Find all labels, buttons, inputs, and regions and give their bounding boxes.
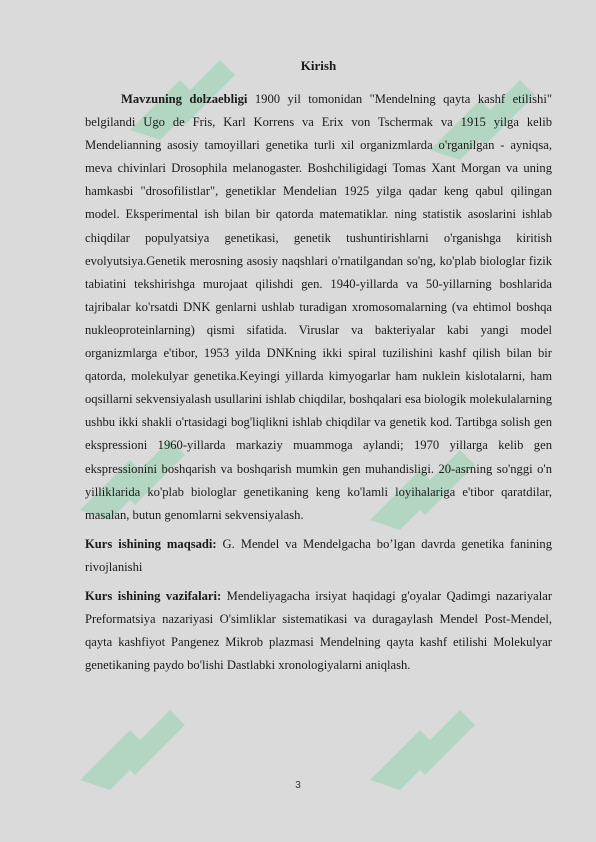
paragraph-tasks <box>85 585 552 677</box>
page-number: 3 <box>295 780 301 791</box>
paragraph-text: 1900 yil tomonidan "Mendelning qayta kashf etilishi" belgilandi Ugo de Fris, Karl Korrens va Erix von Tschermak va 1915 yilga kelib Mendelianning asosiy tamoyillari genetika turli xil organizmlarda o'rganilgan - ayniqsa, meva chivinlari Drosophila melanogaster. Boshchiligidagi Tomas Xant Morgan va uning hamkasbi "drosofilistlar", genetiklar Mendelian 1925 yilga qadar keng qabul qilingan model. Eksperimental ish bilan bir qatorda matematiklar. ning statistik asoslarini ishlab chiqdilar populyatsiya genetikasi, genetik tushuntirishlarni o'rganishga kiritish evolyutsiya.Genetik merosning asosiy naqshlari o'rnatilgandan so'ng, ko'plab biologlar fizik tabiatini tekshirishga murojaat qilishdi gen. 1940-yillarda va 50-yillarning boshlarida tajribalar ko'rsatdi DNK genlarni ushlab turadigan xromosomalarning (va ehtimol boshqa nukleoproteinlarning) qismi sifatida. Viruslar va bakteriyalar kabi yangi model organizmlarga e'tibor, 1953 yilda DNKning ikki spiral tuzilishini kashf qilish bilan bir qatorda, molekulyar genetika.Keyingi yillarda kimyogarlar ham nuklein kislotalarni, ham oqsillarni sekvensiyalash usullarini ishlab chiqdilar, boshqalari esa biologik molekulalarning ushbu ikki shakli o'rtasidagi bog'liqlikni ishlab chiqdilar va genetik kod. Tartibga solish gen ekspressioni 1960-yillarda markaziy muammoga aylandi; 1970 yillarga kelib gen ekspressionini boshqarish va boshqarish mumkin gen muhandisligi. 20-asrning so'nggi o'n yilliklarida ko'plab biologlar genetikaning keng ko'lamli loyihalariga e'tibor qaratdilar, masalan, butun genomlarni sekvensiyalash. <box>85 92 552 522</box>
paragraph-goal <box>85 533 552 579</box>
section-title: Kirish <box>300 58 337 73</box>
paragraph-text: Mendeliyagacha irsiyat haqidagi g'oyalar Qadimgi nazariyalar Preformatsiya nazariyasi O'simliklar sistematikasi va duragaylash Mendel Post-Mendel, qayta kashfiyot Pangenez Mikrob plazmasi Mendelning qayta kashf etilishi Molekulyar genetikaning paydo bo'lishi Dastlabki xronologiyalarni aniqlash. <box>85 588 553 673</box>
paragraph-lead: Kurs ishining maqsadi: <box>85 536 217 551</box>
paragraph-text: G. Mendel va Mendelgacha bo’lgan davrda genetika fanining rivojlanishi <box>85 536 552 574</box>
paragraph-lead: Mavzuning dolzaebligi <box>121 92 248 106</box>
paragraph-relevance <box>85 88 552 527</box>
paragraph-lead: Kurs ishining vazifalari: <box>85 588 222 603</box>
document-body <box>85 56 552 677</box>
